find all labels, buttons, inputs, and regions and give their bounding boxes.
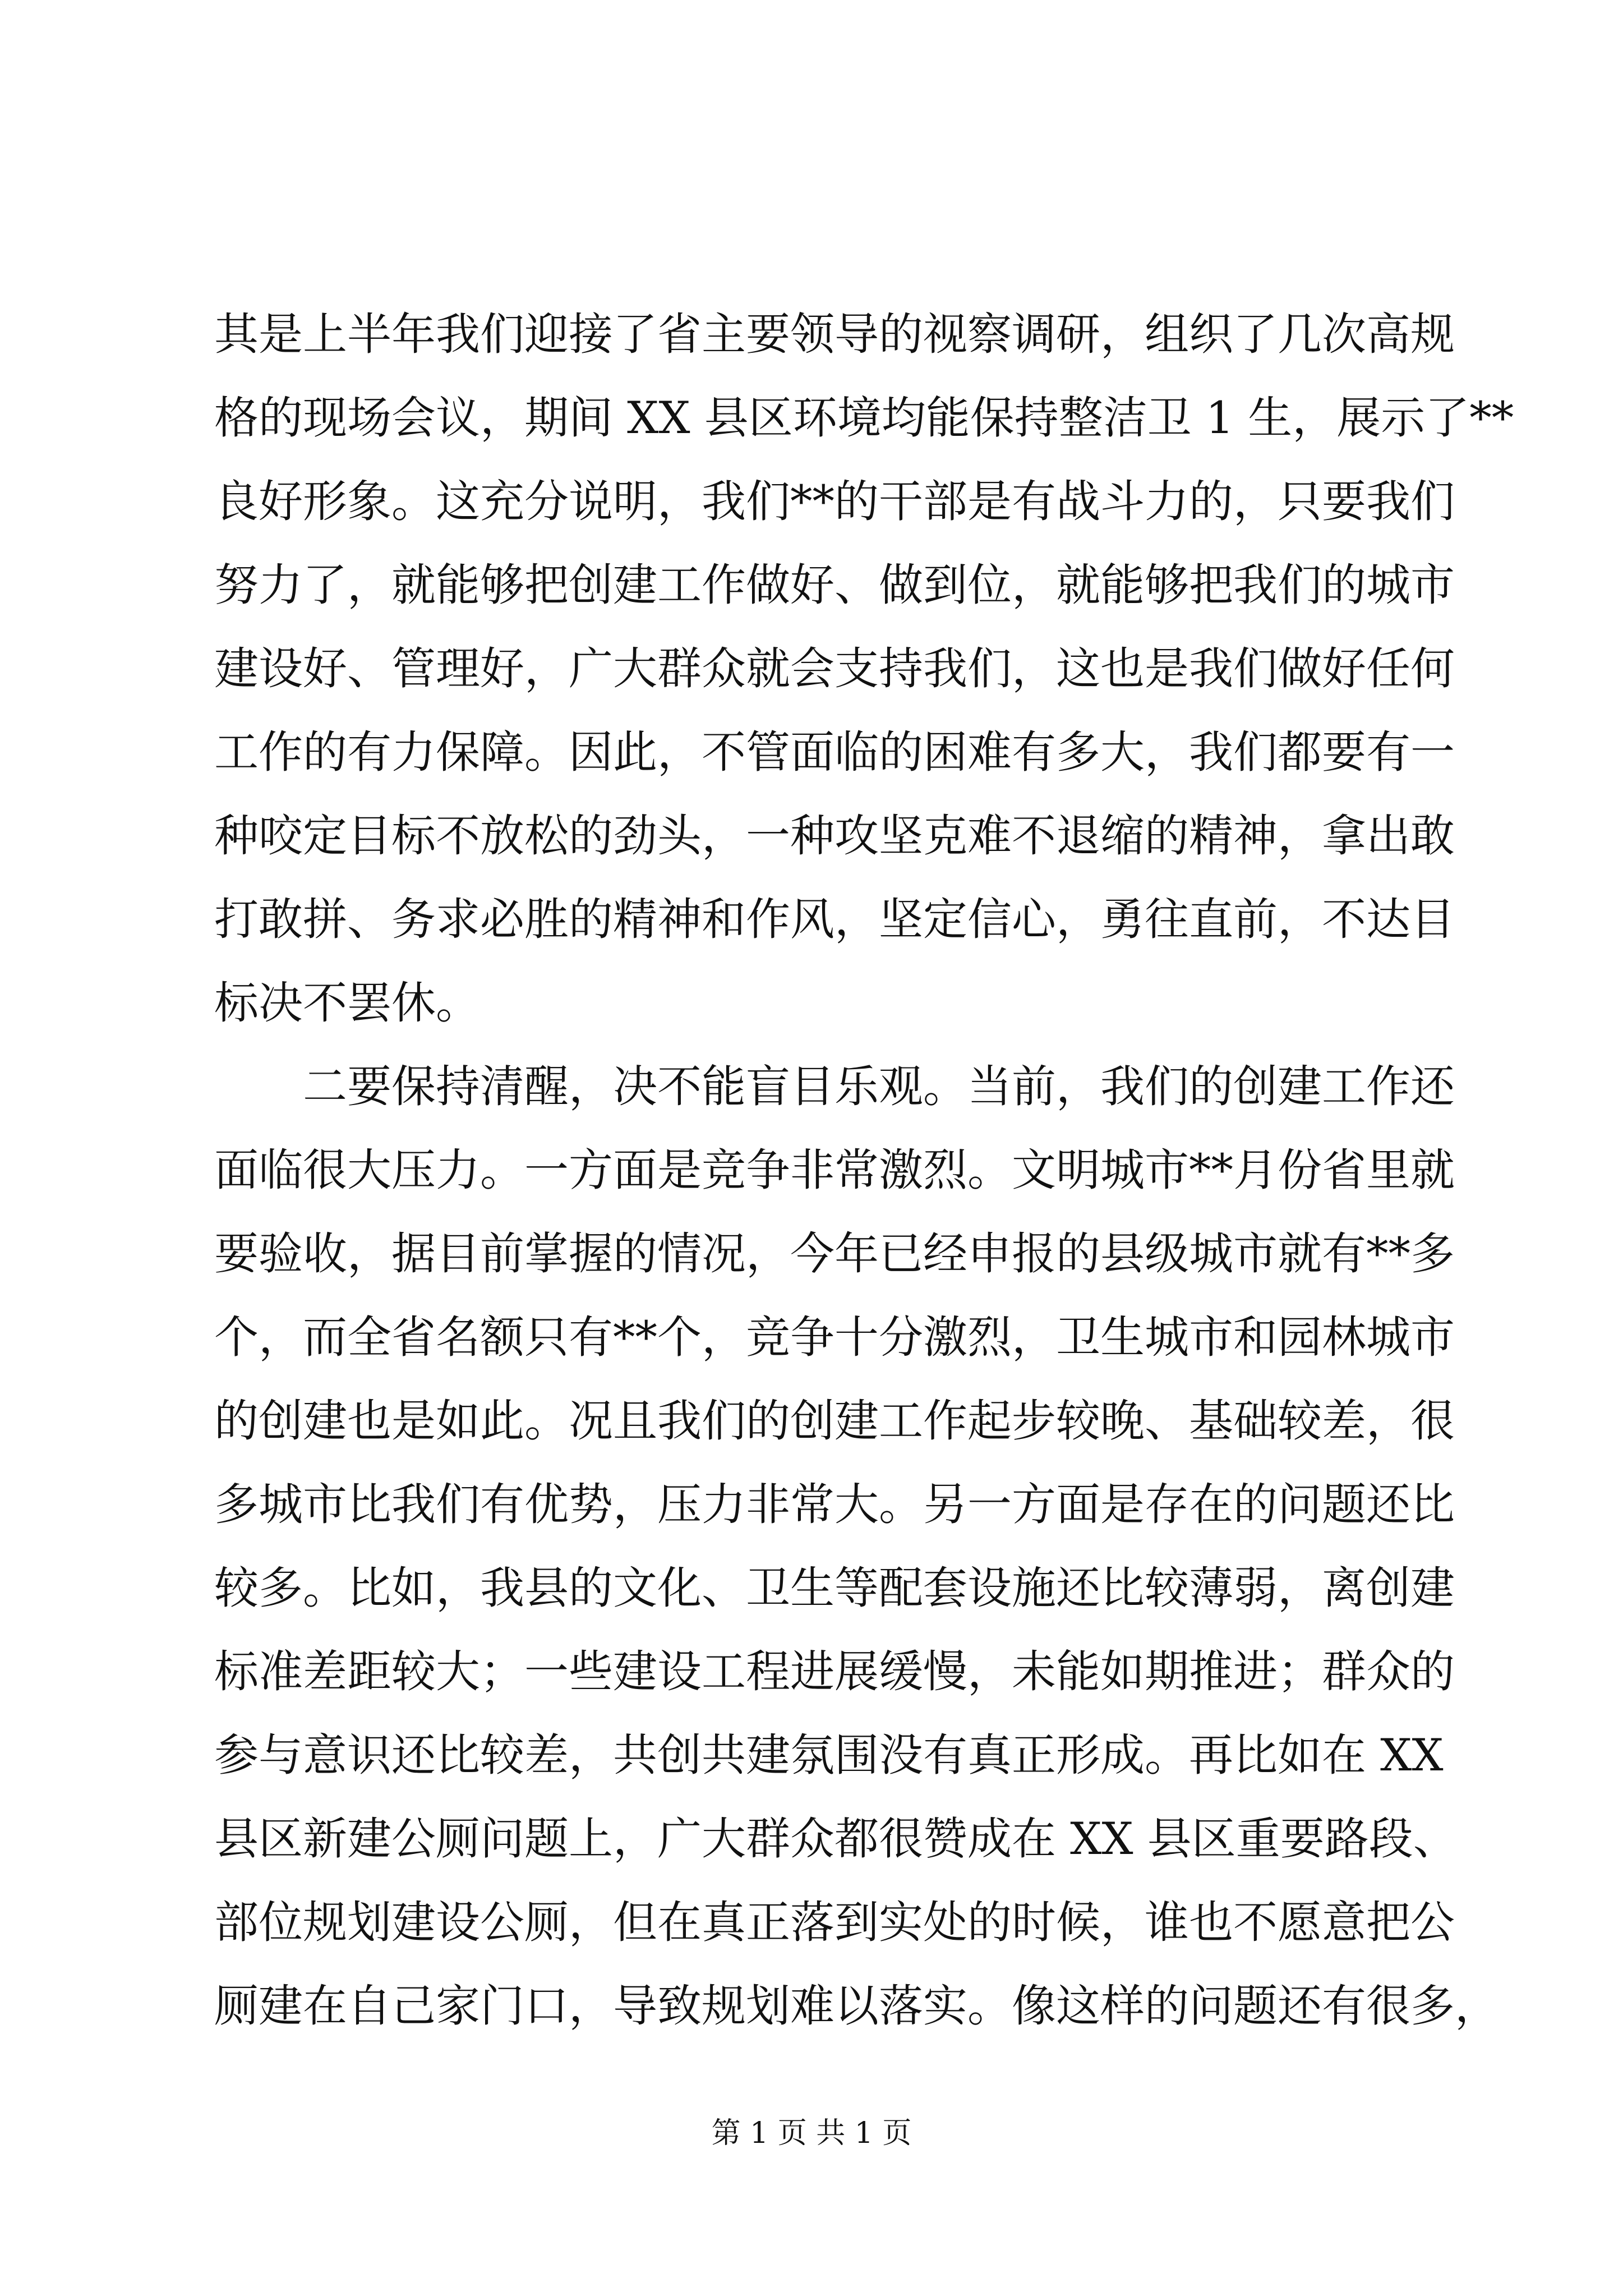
page-footer: [0, 2114, 1623, 2153]
text-line: 多城市比我们有优势，压力非常大。另一方面是存在的问题还比: [214, 1479, 1455, 1530]
text-line: 标准差距较大；一些建设工程进展缓慢，未能如期推进；群众的: [214, 1646, 1455, 1697]
document-body: [214, 293, 1514, 2048]
text-line: 部位规划建设公厕，但在真正落到实处的时候，谁也不愿意把公: [214, 1897, 1455, 1948]
text-line: 标决不罢休。: [214, 977, 480, 1029]
text-line: 面临很大压力。一方面是竞争非常激烈。文明城市**月份省里就: [214, 1144, 1455, 1196]
text-line: 二要保持清醒，决不能盲目乐观。当前，我们的创建工作还: [303, 1061, 1455, 1112]
page-number-label: 第 1 页 共 1 页: [711, 2116, 912, 2150]
paragraph-2: [214, 1045, 1499, 2048]
text-line: 的创建也是如此。况且我们的创建工作起步较晚、基础较差，很: [214, 1395, 1455, 1447]
paragraph-1: [214, 293, 1514, 1045]
text-line: 格的现场会议，期间 XX 县区环境均能保持整洁卫 1 生，展示了**: [214, 392, 1514, 444]
text-line: 较多。比如，我县的文化、卫生等配套设施还比较薄弱，离创建: [214, 1562, 1455, 1614]
text-line: 建设好、管理好，广大群众就会支持我们，这也是我们做好任何: [214, 643, 1455, 694]
text-line: 其是上半年我们迎接了省主要领导的视察调研，组织了几次高规: [214, 309, 1455, 360]
text-line: 打敢拼、务求必胜的精神和作风，坚定信心，勇往直前，不达目: [214, 894, 1455, 945]
text-line: 工作的有力保障。因此，不管面临的困难有多大，我们都要有一: [214, 726, 1455, 778]
text-line: 种咬定目标不放松的劲头，一种攻坚克难不退缩的精神，拿出敢: [214, 810, 1455, 862]
text-line: 要验收，据目前掌握的情况，今年已经申报的县级城市就有**多: [214, 1228, 1455, 1280]
text-line: 厕建在自己家门口，导致规划难以落实。像这样的问题还有很多，: [214, 1980, 1499, 2032]
text-line: 参与意识还比较差，共创共建氛围没有真正形成。再比如在 XX: [214, 1729, 1444, 1781]
text-line: 县区新建公厕问题上，广大群众都很赞成在 XX 县区重要路段、: [214, 1813, 1458, 1865]
text-line: 良好形象。这充分说明，我们**的干部是有战斗力的，只要我们: [214, 476, 1455, 527]
text-line: 努力了，就能够把创建工作做好、做到位，就能够把我们的城市: [214, 559, 1455, 611]
text-line: 个，而全省名额只有**个，竞争十分激烈，卫生城市和园林城市: [214, 1312, 1455, 1363]
